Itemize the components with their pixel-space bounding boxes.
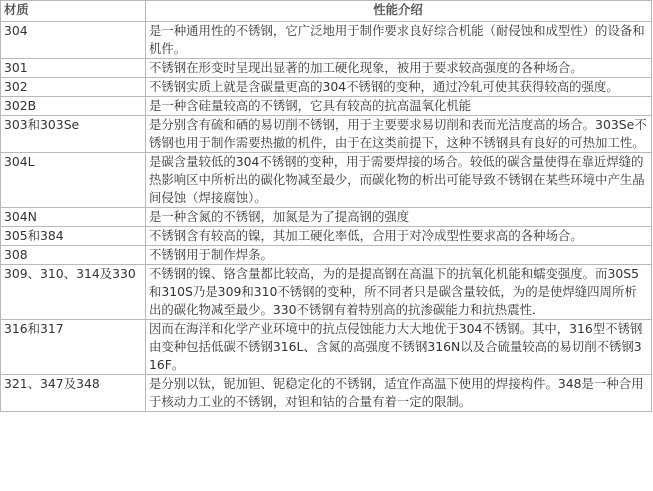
description-cell: 不锈钢实质上就是含碳量更高的304不锈钢的变种，通过冷轧可使其获得较高的强度。 [146, 78, 652, 97]
material-cell: 303和303Se [1, 116, 146, 153]
table-row [1, 22, 652, 59]
material-cell: 305和384 [1, 227, 146, 246]
material-cell: 316和317 [1, 320, 146, 375]
material-cell: 302 [1, 78, 146, 97]
material-cell: 304 [1, 22, 146, 59]
description-cell: 是分别含有硫和硒的易切削不锈钢，用于主要要求易切削和表而光洁度高的场合。303Se不锈钢也用于制作需要热撤的机件，由于在这类前提下，这种不锈钢具有良好的可热加工性。 [146, 116, 652, 153]
description-cell: 因而在海洋和化学产业环境中的抗点侵蚀能力大大地优于304不锈钢。其中，316型不锈钢由变种包括低碳不锈钢316L、含氮的高强度不锈钢316N以及合硫量较高的易切削不锈钢316F。 [146, 320, 652, 375]
table-row [1, 59, 652, 78]
material-cell: 321、347及348 [1, 375, 146, 412]
table-row [1, 375, 652, 412]
table-row [1, 116, 652, 153]
table-row [1, 97, 652, 116]
description-cell: 是分别以钛，铌加钽、铌稳定化的不锈钢，适宜作高温下使用的焊接构件。348是一种合用于核动力工业的不锈钢，对钽和钴的合量有着一定的限制。 [146, 375, 652, 412]
description-cell: 不锈钢用于制作焊条。 [146, 246, 652, 265]
header-material: 材质 [1, 1, 146, 22]
description-cell: 是碳含量较低的304不锈钢的变种，用于需要焊接的场合。较低的碳含量使得在靠近焊缝的热影响区中所析出的碳化物减至最少，而碳化物的析出可能导致不锈钢在某些环境中产生晶间侵蚀（焊接腐蚀）。 [146, 153, 652, 208]
material-cell: 304L [1, 153, 146, 208]
table-row [1, 78, 652, 97]
table-row [1, 227, 652, 246]
table-row [1, 246, 652, 265]
header-description: 性能介绍 [146, 1, 652, 22]
description-cell: 是一种通用性的不锈钢，它广泛地用于制作要求良好综合机能（耐侵蚀和成型性）的设备和机件。 [146, 22, 652, 59]
description-cell: 不锈钢的镍、铬含量都比较高，为的是提高钢在高温下的抗氧化机能和蠕变强度。而30S5和310S乃是309和310不锈钢的变种，所不同者只是碳含量较低，为的是使焊缝四周所析出的碳化物减至最少。330不锈钢有着特别高的抗渗碳能力和抗热震性． [146, 265, 652, 320]
material-cell: 301 [1, 59, 146, 78]
description-cell: 是一种含硅量较高的不锈钢，它具有较高的抗高温氧化机能 [146, 97, 652, 116]
table-row [1, 320, 652, 375]
header-row [1, 1, 652, 22]
description-cell: 是一种含氮的不锈钢，加氮是为了提高钢的强度 [146, 208, 652, 227]
material-cell: 308 [1, 246, 146, 265]
table-row [1, 153, 652, 208]
material-cell: 302B [1, 97, 146, 116]
material-cell: 309、310、314及330 [1, 265, 146, 320]
material-cell: 304N [1, 208, 146, 227]
description-cell: 不锈钢含有较高的镍，其加工硬化率低，合用于对冷成型性要求高的各种场合。 [146, 227, 652, 246]
table-row [1, 265, 652, 320]
table-row [1, 208, 652, 227]
description-cell: 不锈钢在形变时呈现出显著的加工硬化现象，被用于要求较高强度的各种场合。 [146, 59, 652, 78]
